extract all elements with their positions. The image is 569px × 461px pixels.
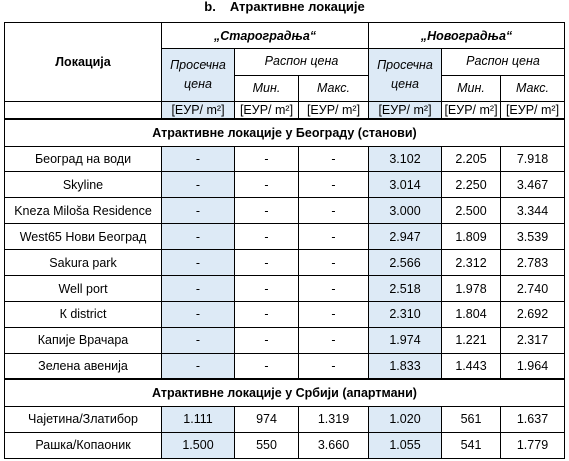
new-max-price-cell: 3.344 — [501, 198, 565, 224]
new-min-price-cell: 2.312 — [442, 250, 501, 276]
location-cell: Чајетина/Златибор — [5, 407, 162, 433]
old-min-price-cell: - — [235, 172, 299, 198]
old-max-price-cell: - — [299, 353, 369, 379]
section-title: Атрактивне локације у Београду (станови) — [5, 119, 565, 146]
location-cell: Београд на води — [5, 146, 162, 172]
table-row — [5, 327, 565, 353]
new-min-price-cell: 1.443 — [442, 353, 501, 379]
attractive-locations-table — [4, 22, 565, 459]
new-min-price-cell: 541 — [442, 432, 501, 458]
new-price-range-header: Распон цена — [442, 49, 565, 75]
location-cell: Зелена авенија — [5, 353, 162, 379]
old-max-price-cell: - — [299, 172, 369, 198]
old-avg-price-cell: - — [162, 327, 235, 353]
old-max-price-cell: - — [299, 327, 369, 353]
section-row — [5, 119, 565, 146]
old-avg-price-cell: - — [162, 198, 235, 224]
old-avg-price-cell: - — [162, 301, 235, 327]
old-avg-price-cell: 1.500 — [162, 432, 235, 458]
old-min-price-cell: 550 — [235, 432, 299, 458]
new-avg-price-cell: 1.020 — [369, 407, 442, 433]
table-row — [5, 198, 565, 224]
new-avg-price-header: Просечна цена — [369, 49, 442, 102]
old-avg-price-cell: - — [162, 172, 235, 198]
old-min-price-cell: - — [235, 250, 299, 276]
new-avg-price-cell: 2.310 — [369, 301, 442, 327]
new-max-header: Макс. — [501, 75, 565, 101]
table-row — [5, 224, 565, 250]
old-min-price-cell: - — [235, 146, 299, 172]
unit-label: [ЕУР/ m²] — [299, 101, 369, 118]
new-min-price-cell: 2.250 — [442, 172, 501, 198]
location-header: Локација — [5, 23, 162, 102]
old-avg-price-cell: - — [162, 224, 235, 250]
old-max-price-cell: - — [299, 250, 369, 276]
section-row — [5, 379, 565, 406]
new-min-price-cell: 1.804 — [442, 301, 501, 327]
old-max-price-cell: 3.660 — [299, 432, 369, 458]
header-row-units — [5, 101, 565, 118]
location-cell: Well port — [5, 276, 162, 302]
location-cell: К district — [5, 301, 162, 327]
new-avg-price-cell: 2.518 — [369, 276, 442, 302]
location-cell: West65 Нови Београд — [5, 224, 162, 250]
new-avg-price-cell: 1.974 — [369, 327, 442, 353]
new-min-price-cell: 2.500 — [442, 198, 501, 224]
new-avg-price-cell: 1.055 — [369, 432, 442, 458]
table-row — [5, 172, 565, 198]
location-cell: Рашка/Копаоник — [5, 432, 162, 458]
old-avg-price-cell: - — [162, 276, 235, 302]
new-max-price-cell: 2.783 — [501, 250, 565, 276]
table-row — [5, 301, 565, 327]
table-row — [5, 407, 565, 433]
old-min-price-cell: - — [235, 301, 299, 327]
new-max-price-cell: 1.964 — [501, 353, 565, 379]
section-title: Атрактивне локације у Србији (апартмани) — [5, 379, 565, 406]
new-min-price-cell: 1.809 — [442, 224, 501, 250]
unit-spacer — [5, 101, 162, 118]
unit-label: [ЕУР/ m²] — [162, 101, 235, 118]
old-min-price-cell: 974 — [235, 407, 299, 433]
old-avg-price-cell: - — [162, 250, 235, 276]
new-max-price-cell: 3.467 — [501, 172, 565, 198]
group-old-construction: „Староградња“ — [162, 23, 369, 49]
old-max-price-cell: - — [299, 146, 369, 172]
location-cell: Sakura park — [5, 250, 162, 276]
old-max-header: Макс. — [299, 75, 369, 101]
table-row — [5, 146, 565, 172]
table-row — [5, 432, 565, 458]
old-price-range-header: Распон цена — [235, 49, 369, 75]
new-max-price-cell: 1.779 — [501, 432, 565, 458]
new-min-price-cell: 561 — [442, 407, 501, 433]
new-min-header: Мин. — [442, 75, 501, 101]
location-cell: Skyline — [5, 172, 162, 198]
old-avg-price-cell: - — [162, 146, 235, 172]
old-max-price-cell: - — [299, 198, 369, 224]
old-avg-price-header: Просечна цена — [162, 49, 235, 102]
old-min-price-cell: - — [235, 276, 299, 302]
new-avg-price-cell: 1.833 — [369, 353, 442, 379]
table-row — [5, 353, 565, 379]
old-avg-price-cell: 1.111 — [162, 407, 235, 433]
section-letter: b. — [204, 0, 216, 14]
table-row — [5, 250, 565, 276]
table-row — [5, 276, 565, 302]
unit-label: [ЕУР/ m²] — [442, 101, 501, 118]
new-min-price-cell: 2.205 — [442, 146, 501, 172]
section-title: Атрактивне локације — [229, 0, 365, 14]
unit-label: [ЕУР/ m²] — [369, 101, 442, 118]
old-min-header: Мин. — [235, 75, 299, 101]
old-min-price-cell: - — [235, 327, 299, 353]
new-max-price-cell: 2.317 — [501, 327, 565, 353]
unit-label: [ЕУР/ m²] — [501, 101, 565, 118]
header-row-groups — [5, 23, 565, 49]
unit-label: [ЕУР/ m²] — [235, 101, 299, 118]
old-max-price-cell: - — [299, 224, 369, 250]
new-avg-price-cell: 2.566 — [369, 250, 442, 276]
new-max-price-cell: 3.539 — [501, 224, 565, 250]
old-min-price-cell: - — [235, 198, 299, 224]
location-cell: Kneza Miloša Residence — [5, 198, 162, 224]
new-avg-price-cell: 3.102 — [369, 146, 442, 172]
new-min-price-cell: 1.221 — [442, 327, 501, 353]
old-min-price-cell: - — [235, 353, 299, 379]
new-avg-price-cell: 3.014 — [369, 172, 442, 198]
new-max-price-cell: 1.637 — [501, 407, 565, 433]
section-heading — [0, 0, 569, 22]
new-max-price-cell: 7.918 — [501, 146, 565, 172]
old-avg-price-cell: - — [162, 353, 235, 379]
new-avg-price-cell: 3.000 — [369, 198, 442, 224]
group-new-construction: „Новоградња“ — [369, 23, 565, 49]
old-max-price-cell: - — [299, 301, 369, 327]
old-max-price-cell: - — [299, 276, 369, 302]
new-max-price-cell: 2.740 — [501, 276, 565, 302]
new-min-price-cell: 1.978 — [442, 276, 501, 302]
new-max-price-cell: 2.692 — [501, 301, 565, 327]
old-max-price-cell: 1.319 — [299, 407, 369, 433]
location-cell: Капије Врачара — [5, 327, 162, 353]
new-avg-price-cell: 2.947 — [369, 224, 442, 250]
old-min-price-cell: - — [235, 224, 299, 250]
